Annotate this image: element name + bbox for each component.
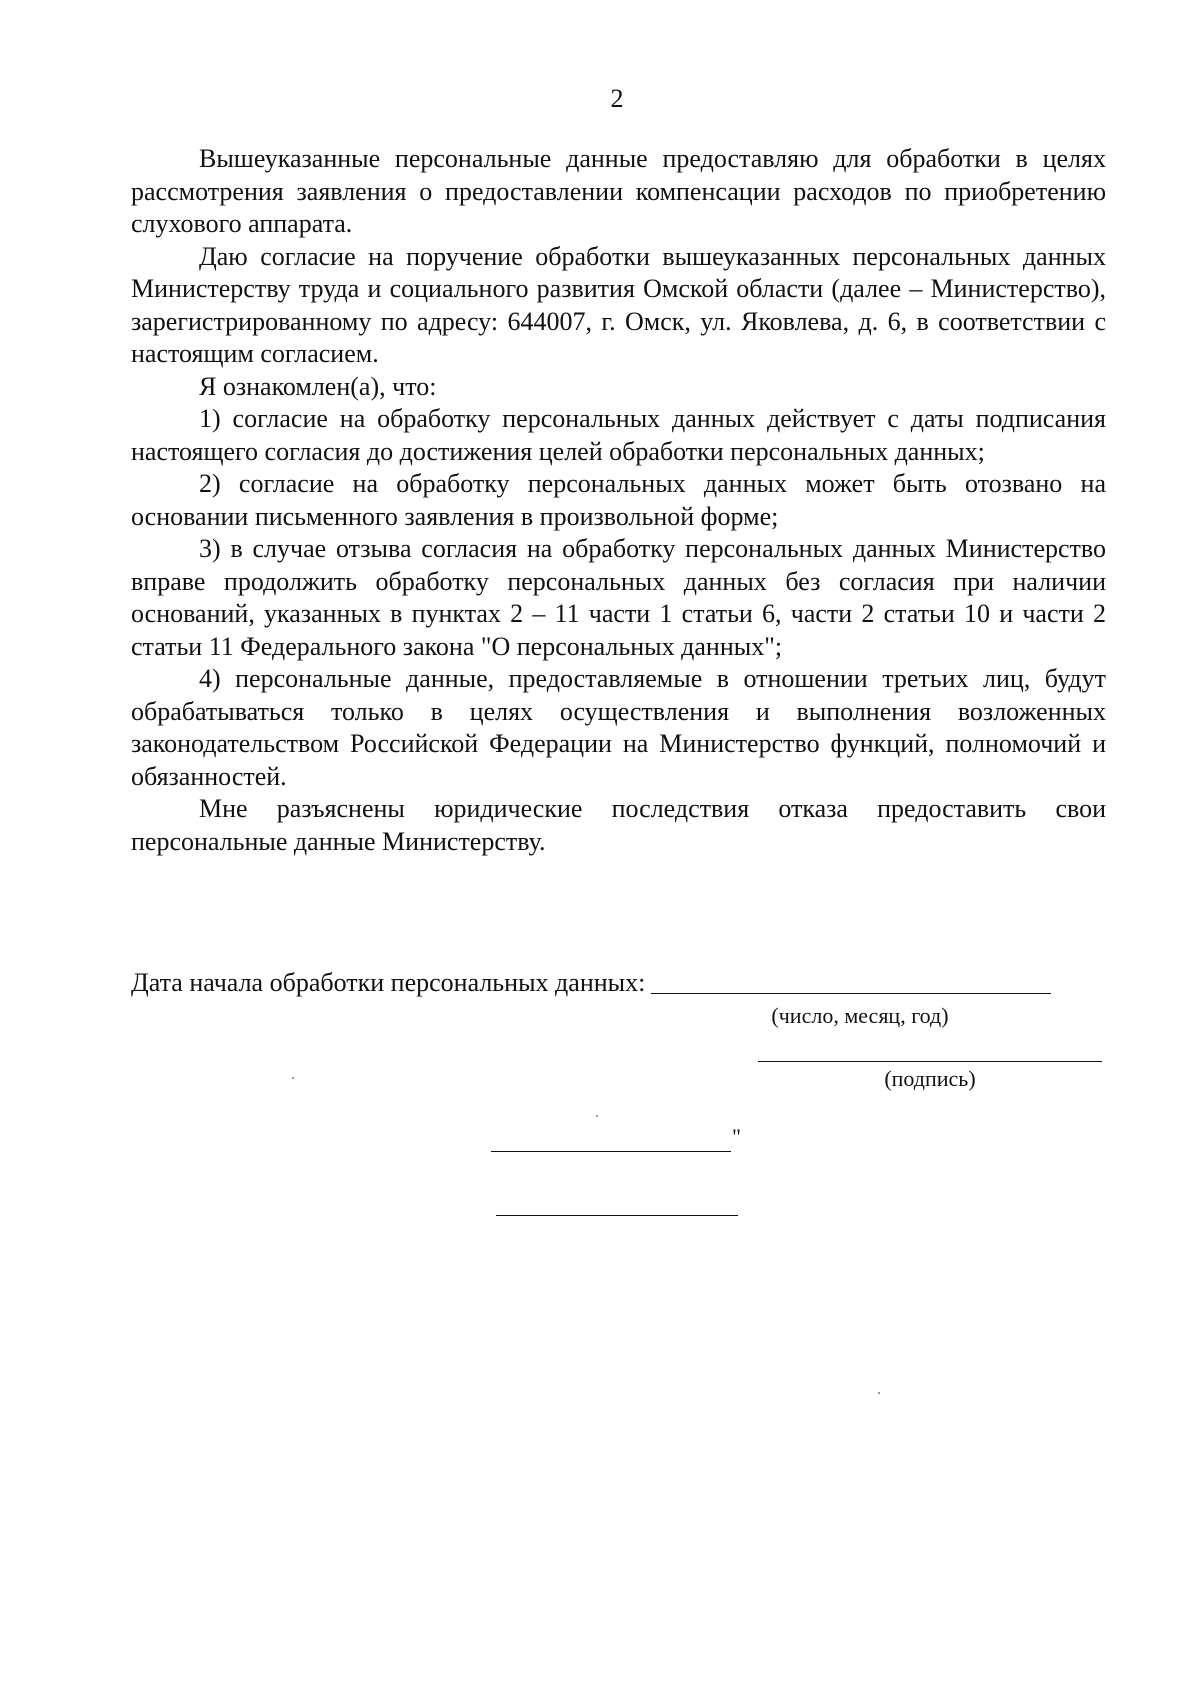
blank-line-lower — [496, 1215, 738, 1216]
scan-speck — [596, 1115, 598, 1117]
paragraph-consequences: Мне разъяснены юридические последствия отказа предоставить свои персональные данные Министерству. — [131, 794, 1106, 856]
date-input-line[interactable] — [651, 992, 1051, 994]
list-item-2: 2) согласие на обработку персональных данных может быть отозвано на основании письменного заявления в произвольной форме; — [131, 469, 1106, 531]
date-start-label: Дата начала обработки персональных данных: — [131, 968, 646, 997]
scan-speck — [878, 1392, 880, 1394]
signature-line[interactable] — [758, 1061, 1102, 1062]
page-number: 2 — [610, 84, 624, 113]
signature-caption: (подпись) — [884, 1066, 976, 1091]
paragraph-acknowledged: Я ознакомлен(а), что: — [199, 371, 437, 401]
quote-mark: " — [732, 1124, 741, 1149]
date-start-row — [131, 968, 1116, 998]
paragraph-consent: Даю согласие на поручение обработки вышеуказанных персональных данных Министерству труда и социального развития Омской области (далее – Министерство), зарегистрированному по адресу: 644007, г. Омск, ул. Яковлева, д. 6, в соответствии с настоящим согласием. — [131, 241, 1106, 368]
blank-line-upper — [491, 1151, 731, 1152]
consent-body — [131, 143, 1106, 858]
list-item-3: 3) в случае отзыва согласия на обработку персональных данных Министерство вправе продолжить обработку персональных данных без согласия при наличии оснований, указанных в пунктах 2 – 11 части 1 статьи 6, части 2 статьи 10 и части 2 статьи 11 Федерального закона "О персональных данных"; — [131, 534, 1106, 661]
scan-speck — [292, 1077, 294, 1079]
list-item-4: 4) персональные данные, предоставляемые в отношении третьих лиц, будут обрабатываться только в целях осуществления и выполнения возложенных законодательством Российской Федерации на Министерство функций, полномочий и обязанностей. — [131, 664, 1106, 791]
paragraph-purpose: Вышеуказанные персональные данные предоставляю для обработки в целях рассмотрения заявления о предоставлении компенсации расходов по приобретению слухового аппарата. — [131, 144, 1106, 238]
date-caption: (число, месяц, год) — [771, 1003, 949, 1028]
list-item-1: 1) согласие на обработку персональных данных действует с даты подписания настоящего согласия до достижения целей обработки персональных данных; — [131, 404, 1106, 466]
